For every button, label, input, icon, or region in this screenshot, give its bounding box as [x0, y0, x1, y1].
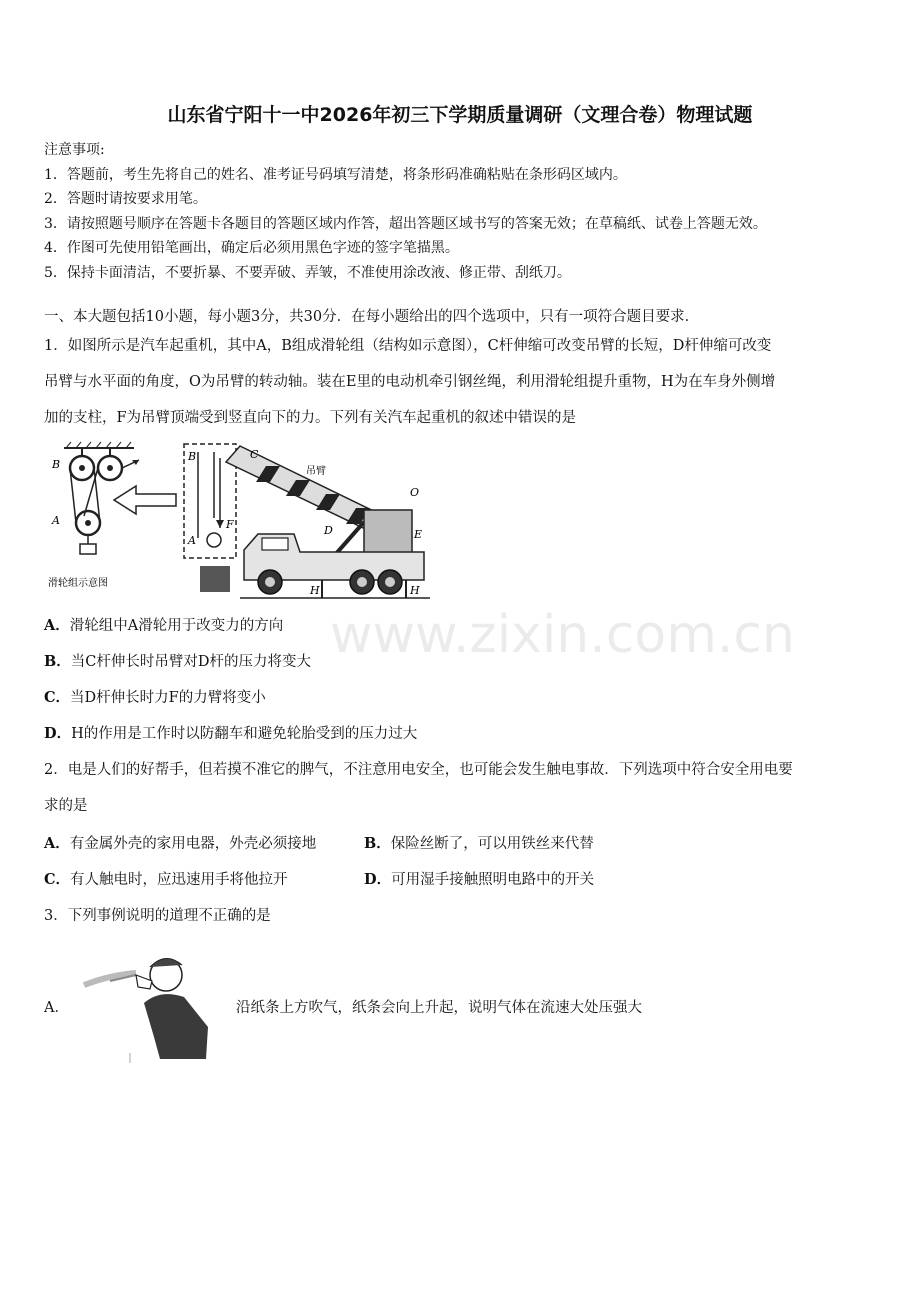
load-box [80, 544, 96, 554]
label-boom: 吊臂 [306, 466, 326, 477]
question-1-line: 吊臂与水平面的角度，O为吊臂的转动轴。装在E里的电动机牵引钢丝绳，利用滑轮组提升重物，H为在车身外侧增 [44, 374, 776, 390]
option-key: A． [44, 617, 70, 634]
option-2d[interactable] [364, 868, 594, 889]
label-b: B [52, 458, 61, 471]
option-text: 当D杆伸长时力F的力臂将变小 [70, 690, 266, 706]
option-key: A． [44, 835, 70, 852]
option-3a-key[interactable]: A． [44, 1000, 69, 1016]
question-1-line: 加的支柱，F为吊臂顶端受到竖直向下的力。下列有关汽车起重机的叙述中错误的是 [44, 410, 577, 426]
option-text: 当C杆伸长时吊臂对D杆的压力将变大 [70, 654, 311, 670]
option-text: 有金属外壳的家用电器，外壳必须接地 [69, 836, 317, 852]
notice-heading: 注意事项: [44, 142, 105, 158]
watermark: www.zixin.com.cn [330, 605, 795, 665]
option-1d[interactable] [44, 722, 417, 743]
question-3-stem: 3．下列事例说明的道理不正确的是 [44, 908, 271, 924]
label-b2: B [188, 450, 197, 463]
question-2-stem [44, 752, 884, 824]
section-heading: 一、本大题包括10小题，每小题3分，共30分．在每小题给出的四个选项中，只有一项符合题目要求． [44, 309, 700, 325]
label-h2: H [410, 584, 420, 597]
option-2b[interactable] [364, 832, 594, 853]
option-2a[interactable] [44, 832, 316, 853]
figure-caption: 滑轮组示意图 [48, 578, 108, 589]
option-text: 保险丝断了，可以用铁丝来代替 [390, 836, 594, 852]
truck-window [262, 538, 288, 550]
rod-d [334, 522, 364, 556]
option-key: C． [44, 689, 71, 706]
option-text: 滑轮组中A滑轮用于改变力的方向 [69, 618, 284, 634]
notice-item: 3．请按照题号顺序在答题卡各题目的答题区域内作答，超出答题区域书写的答案无效；在草稿纸、试卷上答题无效。 [44, 215, 767, 232]
question-2-line: 求的是 [44, 798, 88, 814]
notice-block [44, 138, 767, 285]
question-1-line: 1．如图所示是汽车起重机，其中A，B组成滑轮组（结构如示意图），C杆伸缩可改变吊臂的长短，D杆伸缩可改变 [44, 338, 772, 354]
option-text: 有人触电时，应迅速用手将他拉开 [70, 872, 288, 888]
shirt [144, 994, 208, 1059]
label-c: C [250, 448, 259, 461]
option-key: B． [44, 653, 71, 670]
label-f: F [226, 518, 234, 531]
page-title: 山东省宁阳十一中2026年初三下学期质量调研（文理合卷）物理试题 [167, 104, 753, 126]
option-1c[interactable] [44, 686, 266, 707]
notice-item: 4．作图可先使用铅笔画出，确定后必须用黑色字迹的签字笔描黑。 [44, 240, 459, 256]
arrow-icon [114, 486, 176, 514]
label-a2: A [188, 534, 196, 547]
option-key: B． [364, 835, 391, 852]
question-1-stem [44, 328, 884, 436]
blowing-figure [80, 945, 218, 1065]
paper-strip [84, 973, 136, 985]
option-3a-text: 沿纸条上方吹气，纸条会向上升起，说明气体在流速大处压强大 [236, 1000, 642, 1016]
option-text: 可用湿手接触照明电路中的开关 [391, 872, 595, 888]
option-1b[interactable] [44, 650, 311, 671]
option-key: D． [44, 725, 72, 742]
option-2c[interactable] [44, 868, 288, 889]
notice-item: 2．答题时请按要求用笔。 [44, 191, 207, 207]
label-d: D [324, 524, 333, 537]
label-e: E [414, 528, 423, 541]
option-text: H的作用是工作时以防翻车和避免轮胎受到的压力过大 [71, 726, 418, 742]
option-key: C． [44, 871, 71, 888]
label-h1: H [310, 584, 320, 597]
option-1a[interactable] [44, 614, 283, 635]
heavy-load [200, 566, 230, 592]
option-key: D． [364, 871, 392, 888]
crane-figure [44, 438, 430, 604]
question-2-line: 2．电是人们的好帮手，但若摸不准它的脾气，不注意用电安全，也可能会发生触电事故．下列选项中符合安全用电要 [44, 762, 793, 778]
notice-item: 5．保持卡面清洁，不要折暴、不要弄破、弄皱，不准使用涂改液、修正带、刮纸刀。 [44, 264, 571, 281]
label-o: O [410, 486, 420, 499]
label-a: A [52, 514, 60, 527]
notice-item: 1．答题前，考生先将自己的姓名、准考证号码填写清楚，将条形码准确粘贴在条形码区域内。 [44, 166, 627, 183]
